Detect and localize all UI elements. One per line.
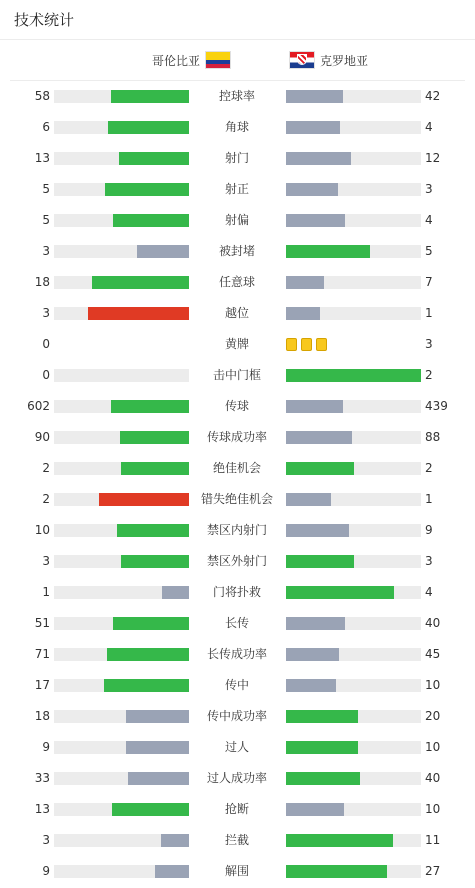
home-value: 1 [42,585,50,599]
stat-row [0,81,475,112]
home-bar-track [54,90,189,103]
stat-label: 门将扑救 [212,585,261,599]
yellow-card-icon [286,338,297,351]
home-bar-track [54,493,189,506]
stat-label: 禁区外射门 [206,554,267,568]
home-bar-fill [111,400,189,413]
stat-row [0,205,475,236]
home-bar-fill [121,462,189,475]
stat-label: 长传成功率 [206,647,267,661]
home-bar-fill [126,741,189,754]
stat-row [0,329,475,360]
away-bar-track [286,679,421,692]
away-bar-fill [286,555,354,568]
home-value: 3 [42,554,50,568]
away-bar-track [286,555,421,568]
away-bar-fill [286,183,338,196]
home-bar-track [54,276,189,289]
home-bar-fill [120,431,189,444]
home-bar-track [54,865,189,878]
home-bar-fill [112,803,189,816]
away-bar-fill [286,772,360,785]
home-bar-fill [119,152,189,165]
stat-row [0,422,475,453]
stat-label: 传球成功率 [206,430,267,444]
home-bar-track [54,400,189,413]
stat-row [0,143,475,174]
home-bar-track [54,307,189,320]
stat-label: 被封堵 [218,244,255,258]
away-bar-fill [286,400,343,413]
away-bar-track [286,183,421,196]
home-bar-track [54,555,189,568]
stat-row [0,174,475,205]
home-bar-track [54,524,189,537]
colombia-flag-icon [206,52,230,68]
away-bar-fill [286,431,352,444]
home-bar-fill [121,555,189,568]
home-bar-track [54,617,189,630]
away-team-name: 克罗地亚 [320,53,369,68]
stat-label: 传球 [224,399,249,413]
away-bar-fill [286,648,339,661]
home-bar-track [54,431,189,444]
croatia-flag-icon [290,52,314,68]
away-value: 4 [425,120,433,134]
home-value: 2 [42,492,50,506]
stat-label: 射正 [224,182,249,196]
away-value: 4 [425,585,433,599]
away-bar-fill [286,369,421,382]
away-bar-track [286,617,421,630]
home-value: 71 [34,647,50,661]
stat-label: 拦截 [224,833,249,847]
away-bar-track [286,493,421,506]
stat-row [0,670,475,701]
away-value: 3 [425,182,433,196]
away-bar-fill [286,462,354,475]
home-team [152,40,230,80]
away-bar-fill [286,245,370,258]
home-bar-fill [107,648,189,661]
away-bar-track [286,400,421,413]
home-bar-fill [105,183,189,196]
stat-label: 角球 [224,120,249,134]
stat-label: 错失绝佳机会 [200,492,273,506]
away-value: 40 [425,616,441,630]
away-value: 1 [425,492,433,506]
stat-row [0,608,475,639]
away-value: 12 [425,151,441,165]
away-value: 88 [425,430,441,444]
home-bar-fill [92,276,189,289]
away-bar-track [286,431,421,444]
away-team [290,40,368,80]
away-bar-fill [286,307,320,320]
away-bar-track [286,462,421,475]
home-team-name: 哥伦比亚 [151,53,200,68]
stat-label: 射门 [224,151,249,165]
home-value: 5 [42,213,50,227]
away-bar-track [286,276,421,289]
home-value: 51 [34,616,50,630]
stat-row [0,732,475,763]
home-bar-track [54,214,189,227]
home-bar-track [54,152,189,165]
away-bar-track [286,772,421,785]
home-bar-fill [126,710,189,723]
away-bar-track [286,121,421,134]
home-value: 2 [42,461,50,475]
stat-row [0,794,475,825]
home-value: 6 [42,120,50,134]
home-bar-track [54,648,189,661]
home-bar-fill [137,245,189,258]
away-bar-track [286,245,421,258]
away-bar-track [286,307,421,320]
home-value: 10 [34,523,50,537]
home-value: 0 [42,368,50,382]
stat-row [0,298,475,329]
away-bar-track [286,710,421,723]
stat-label: 绝佳机会 [212,461,261,475]
home-value: 602 [27,399,50,413]
stat-label: 过人 [224,740,249,754]
home-bar-track [54,679,189,692]
stat-label: 射偏 [224,213,249,227]
home-value: 5 [42,182,50,196]
stat-label: 击中门框 [212,368,261,382]
home-bar-fill [161,834,189,847]
away-value: 7 [425,275,433,289]
stat-row [0,577,475,608]
away-bar-track [286,648,421,661]
away-bar-fill [286,524,349,537]
home-bar-track [54,741,189,754]
away-bar-fill [286,710,358,723]
home-value: 17 [34,678,50,692]
away-bar-fill [286,679,336,692]
home-value: 33 [34,771,50,785]
home-value: 3 [42,306,50,320]
home-bar-fill [108,121,189,134]
away-bar-fill [286,803,344,816]
home-bar-fill [162,586,189,599]
stat-label: 传中成功率 [206,709,267,723]
away-value: 42 [425,89,441,103]
away-bar-fill [286,214,345,227]
home-bar-fill [104,679,189,692]
away-bar-track [286,586,421,599]
stat-label: 黄牌 [224,337,249,351]
away-yellow-cards [286,338,327,351]
away-value: 40 [425,771,441,785]
stat-label: 越位 [224,306,249,320]
home-value: 58 [34,89,50,103]
away-bar-track [286,152,421,165]
away-bar-fill [286,741,358,754]
stat-label: 控球率 [218,89,255,103]
away-bar-track [286,834,421,847]
stat-row [0,701,475,732]
home-bar-fill [113,214,189,227]
away-bar-track [286,865,421,878]
home-value: 9 [42,740,50,754]
page-title: 技术统计 [14,11,75,29]
away-value: 3 [425,337,433,351]
away-bar-fill [286,586,394,599]
stat-row [0,639,475,670]
stat-row [0,763,475,794]
stat-label: 禁区内射门 [206,523,267,537]
home-value: 18 [34,275,50,289]
home-bar-fill [117,524,189,537]
yellow-card-icon [301,338,312,351]
stat-label: 解围 [224,864,249,878]
away-value: 45 [425,647,441,661]
away-value: 10 [425,678,441,692]
away-bar-fill [286,276,324,289]
away-bar-fill [286,121,340,134]
stat-row [0,453,475,484]
home-bar-fill [128,772,189,785]
yellow-card-icon [316,338,327,351]
away-value: 11 [425,833,441,847]
home-bar-track [54,803,189,816]
stat-label: 过人成功率 [206,771,267,785]
home-bar-track [54,586,189,599]
home-bar-track [54,772,189,785]
away-value: 10 [425,740,441,754]
away-bar-track [286,803,421,816]
home-bar-track [54,121,189,134]
teams-bar [10,40,465,81]
home-bar-fill [88,307,189,320]
away-bar-fill [286,834,393,847]
home-bar-track [54,183,189,196]
stat-row [0,112,475,143]
stat-row [0,856,475,887]
away-value: 20 [425,709,441,723]
home-bar-track [54,245,189,258]
home-bar-track [54,834,189,847]
stats-header [0,0,475,40]
stat-label: 任意球 [218,275,255,289]
away-value: 2 [425,461,433,475]
away-value: 5 [425,244,433,258]
home-value: 3 [42,833,50,847]
home-bar-fill [99,493,189,506]
away-bar-track [286,214,421,227]
away-bar-fill [286,865,387,878]
away-bar-track [286,369,421,382]
home-bar-fill [113,617,189,630]
away-bar-fill [286,617,345,630]
stat-row [0,825,475,856]
away-bar-fill [286,493,331,506]
home-bar-track [54,462,189,475]
away-bar-track [286,90,421,103]
stat-label: 长传 [224,616,249,630]
away-value: 9 [425,523,433,537]
away-bar-fill [286,152,351,165]
home-value: 9 [42,864,50,878]
away-value: 2 [425,368,433,382]
stat-row [0,546,475,577]
stat-row [0,267,475,298]
away-value: 1 [425,306,433,320]
away-value: 439 [425,399,448,413]
home-value: 13 [34,151,50,165]
stat-row [0,484,475,515]
stat-row [0,515,475,546]
stat-label: 传中 [224,678,249,692]
home-bar-track [54,710,189,723]
away-value: 27 [425,864,441,878]
stats-list [0,81,475,887]
home-value: 3 [42,244,50,258]
away-value: 4 [425,213,433,227]
home-value: 0 [42,337,50,351]
home-value: 13 [34,802,50,816]
away-bar-fill [286,90,343,103]
home-value: 90 [34,430,50,444]
home-bar-fill [111,90,189,103]
away-value: 10 [425,802,441,816]
home-bar-track [54,369,189,382]
stat-row [0,391,475,422]
away-bar-track [286,741,421,754]
stat-row [0,360,475,391]
away-value: 3 [425,554,433,568]
stat-label: 抢断 [224,802,249,816]
stat-row [0,236,475,267]
away-bar-track [286,524,421,537]
home-bar-fill [155,865,189,878]
home-value: 18 [34,709,50,723]
